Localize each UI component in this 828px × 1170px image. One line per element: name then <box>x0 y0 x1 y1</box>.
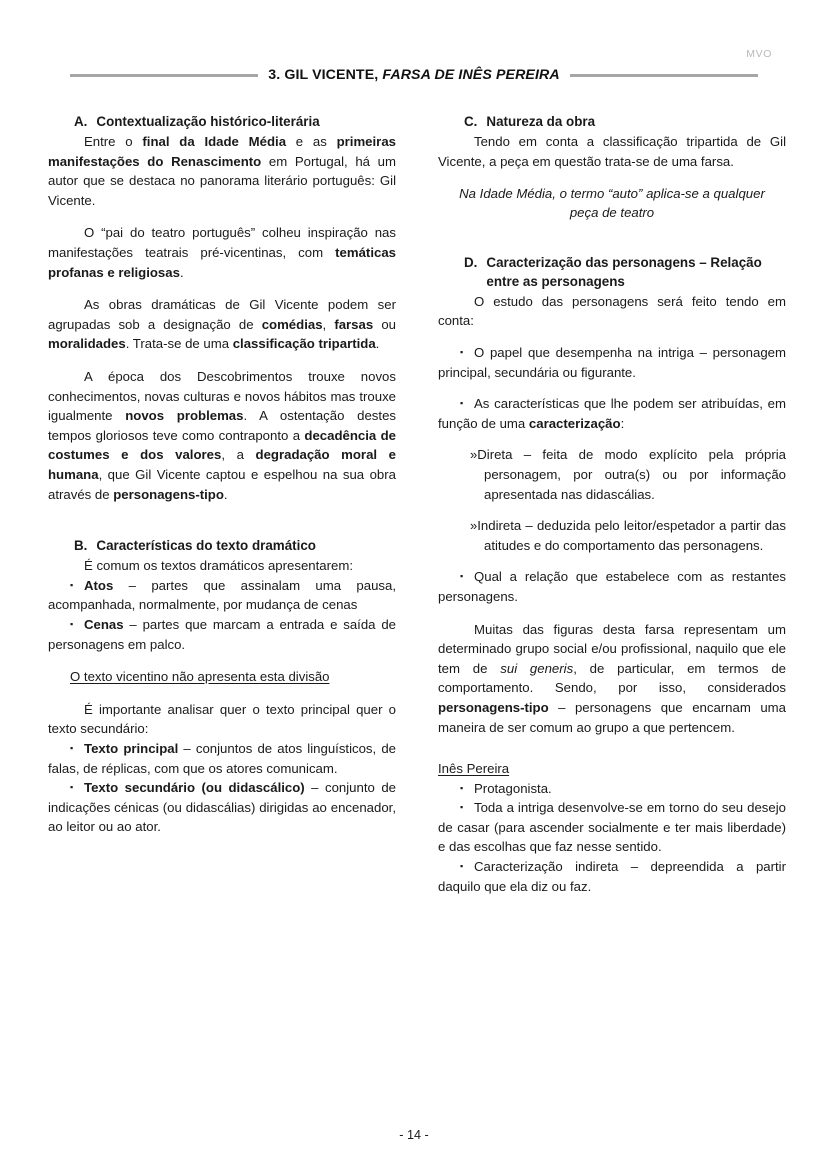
two-column-body <box>48 112 786 1106</box>
emphasis-run: novos problemas <box>125 408 244 424</box>
underlined-text: Inês Pereira <box>438 761 510 777</box>
text-run: em Portugal, há um autor que se destaca no panorama literário português: Gil Vicente. <box>48 153 396 208</box>
list-item-term: Atos <box>84 577 114 593</box>
square-bullet-icon: ▪ <box>70 579 74 590</box>
square-bullet-icon: ▪ <box>460 782 464 793</box>
list-item <box>438 779 786 799</box>
emphasis-run: personagens-tipo <box>438 699 549 715</box>
section-d-title: Caracterização das personagens – Relação entre as personagens <box>486 254 762 289</box>
sub-list-item-text: Direta – feita de modo explícito pela própria personagem, por outra(s) ou por informação apresentada nas didascálias. <box>477 447 786 502</box>
section-b-letter: B. <box>74 538 88 554</box>
list-item-text: As características que lhe podem ser atribuídas, em função de uma <box>438 396 786 431</box>
list-item-text: Protagonista. <box>474 780 552 796</box>
section-a-paragraph-2 <box>48 223 396 282</box>
page-footer <box>0 1128 828 1142</box>
header-rule-right <box>570 74 758 77</box>
section-b-heading <box>48 536 396 555</box>
section-b-paragraph-2: É importante analisar quer o texto principal quer o texto secundário: <box>48 701 396 737</box>
section-a-paragraph-1 <box>48 132 396 210</box>
emphasis-run: classificação tripartida <box>232 336 376 352</box>
text-run: As obras dramáticas de Gil Vicente podem ser agrupadas sob a designação de <box>48 297 396 332</box>
square-bullet-icon: ▪ <box>70 742 74 753</box>
right-column <box>438 112 786 1106</box>
section-c-title: Natureza da obra <box>486 114 596 129</box>
italic-run: sui generis <box>500 660 574 676</box>
list-item <box>48 576 396 615</box>
list-item-term: Texto principal <box>84 740 179 756</box>
list-item-term: Texto secundário (ou didascálico) <box>84 780 305 796</box>
square-bullet-icon: ▪ <box>460 347 464 357</box>
character-name-heading <box>438 759 786 779</box>
list-item-text: – conjuntos de atos linguísticos, de falas, de réplicas, com que os atores comunicam. <box>48 740 396 776</box>
text-run: – personagens que encarnam uma maneira de ser comum ao grupo a que pertencem. <box>438 699 786 735</box>
section-a-title: Contextualização histórico-literária <box>96 114 320 129</box>
square-bullet-icon: ▪ <box>460 802 464 813</box>
page-header <box>0 44 828 90</box>
double-angle-bullet-icon: » <box>470 518 478 534</box>
list-item-text: Caracterização indireta – depreendida a partir daquilo que ela diz ou faz. <box>438 859 786 894</box>
section-a-heading <box>48 112 396 131</box>
list-item <box>438 567 786 606</box>
emphasis-run: temáticas profanas e religiosas <box>48 245 396 280</box>
list-item-term: Cenas <box>84 616 124 632</box>
list-item-text: – conjunto de indicações cénicas (ou didascálias) dirigidas ao encenador, ao leitor ou ao ator. <box>48 780 396 835</box>
page-number: - 14 - <box>399 1128 429 1142</box>
emphasis-run: primeiras manifestações do Renascimento <box>48 134 396 169</box>
page-title-work: FARSA DE INÊS PEREIRA <box>382 67 560 83</box>
section-c-heading <box>438 112 786 131</box>
text-run: . <box>179 264 184 280</box>
page-title-main: 3. GIL VICENTE, <box>268 67 379 83</box>
list-item-text: – partes que assinalam uma pausa, acompanhada, normalmente, por mudança de cenas <box>48 577 396 613</box>
sub-list-item <box>438 445 786 504</box>
list-item <box>48 615 396 654</box>
list-item-text: Toda a intriga desenvolve-se em torno do seu desejo de casar (para ascender socialmente e ter mais liberdade) e das escolhas que faz nesse sentido. <box>438 800 786 855</box>
list-item-text: O papel que desempenha na intriga – personagem principal, secundária ou figurante. <box>438 345 786 380</box>
list-item-text: Qual a relação que estabelece com as restantes personagens. <box>438 569 786 604</box>
section-d-paragraph-1: O estudo das personagens será feito tendo em conta: <box>438 293 786 329</box>
section-d-heading <box>438 253 786 291</box>
double-angle-bullet-icon: » <box>470 447 478 463</box>
section-d-paragraph-2 <box>438 620 786 738</box>
header-title-row <box>70 67 758 83</box>
list-item <box>438 798 786 857</box>
emphasis-run: caracterização <box>528 415 621 431</box>
watermark-text: MVO <box>746 48 772 60</box>
square-bullet-icon: ▪ <box>460 861 464 872</box>
text-run: . Trata-se de uma <box>125 336 233 352</box>
text-run: , <box>322 316 335 332</box>
square-bullet-icon: ▪ <box>460 398 464 409</box>
underlined-note-vicentino <box>48 667 396 687</box>
list-item <box>438 394 786 433</box>
section-c-italic-note: Na Idade Média, o termo “auto” aplica-se a qualquer peça de teatro <box>459 186 765 221</box>
sub-list-item-text: Indireta – deduzida pelo leitor/espetador a partir das atitudes e do comportamento das personagens. <box>477 518 786 553</box>
section-b-title: Características do texto dramático <box>96 538 316 554</box>
section-c-paragraph-1: Tendo em conta a classificação tripartida de Gil Vicente, a peça em questão trata-se de uma farsa. <box>438 134 786 169</box>
list-item <box>438 857 786 896</box>
list-item <box>48 739 396 778</box>
emphasis-run: degradação moral e humana <box>48 447 396 482</box>
text-run: Muitas das figuras desta farsa representam um determinado grupo social e/ou profissional, naquilo que ele tem de <box>438 621 786 676</box>
emphasis-run: final da Idade Média <box>142 134 287 150</box>
section-a-paragraph-3 <box>48 295 396 354</box>
emphasis-run: farsas <box>334 316 374 332</box>
section-d-letter: D. <box>464 254 478 270</box>
text-run: . <box>223 486 228 502</box>
text-run: , de particular, em termos de comportamento. Sendo, por isso, considerados <box>438 660 786 696</box>
text-run: , que Gil Vicente captou e espelhou na sua obra através de <box>48 466 396 502</box>
page-title <box>268 67 559 83</box>
header-rule-left <box>70 74 258 77</box>
text-run: ou <box>373 316 396 332</box>
list-item-text: – partes que marcam a entrada e saída de personagens em palco. <box>48 616 396 652</box>
section-b-paragraph-1: É comum os textos dramáticos apresentarem: <box>84 558 353 574</box>
emphasis-run: personagens-tipo <box>113 486 224 502</box>
text-run: A época dos Descobrimentos trouxe novos conhecimentos, novas culturas e novos hábitos mas trouxe igualmente <box>48 368 396 424</box>
text-run: O “pai do teatro português” colheu inspiração nas manifestações teatrais pré-vicentinas, com <box>48 225 396 260</box>
square-bullet-icon: ▪ <box>70 782 74 793</box>
square-bullet-icon: ▪ <box>70 618 74 629</box>
text-run: . <box>375 336 380 352</box>
left-column <box>48 112 396 1106</box>
list-item <box>438 343 786 382</box>
emphasis-run: comédias <box>261 316 323 332</box>
section-a-paragraph-4 <box>48 367 396 504</box>
section-c-letter: C. <box>464 114 478 129</box>
square-bullet-icon: ▪ <box>460 571 464 582</box>
sub-list-item <box>438 516 786 555</box>
text-run: . A ostentação destes tempos gloriosos teve como contraponto a <box>48 408 396 443</box>
text-run: Entre o <box>84 134 143 150</box>
emphasis-run: decadência de costumes e dos valores <box>48 427 397 463</box>
list-item <box>48 778 396 837</box>
text-run: , a <box>221 447 256 463</box>
text-run: : <box>620 415 625 431</box>
underlined-text: O texto vicentino não apresenta esta divisão <box>70 669 330 685</box>
emphasis-run: moralidades <box>48 336 126 352</box>
section-a-letter: A. <box>74 114 88 129</box>
text-run: e as <box>286 134 337 150</box>
